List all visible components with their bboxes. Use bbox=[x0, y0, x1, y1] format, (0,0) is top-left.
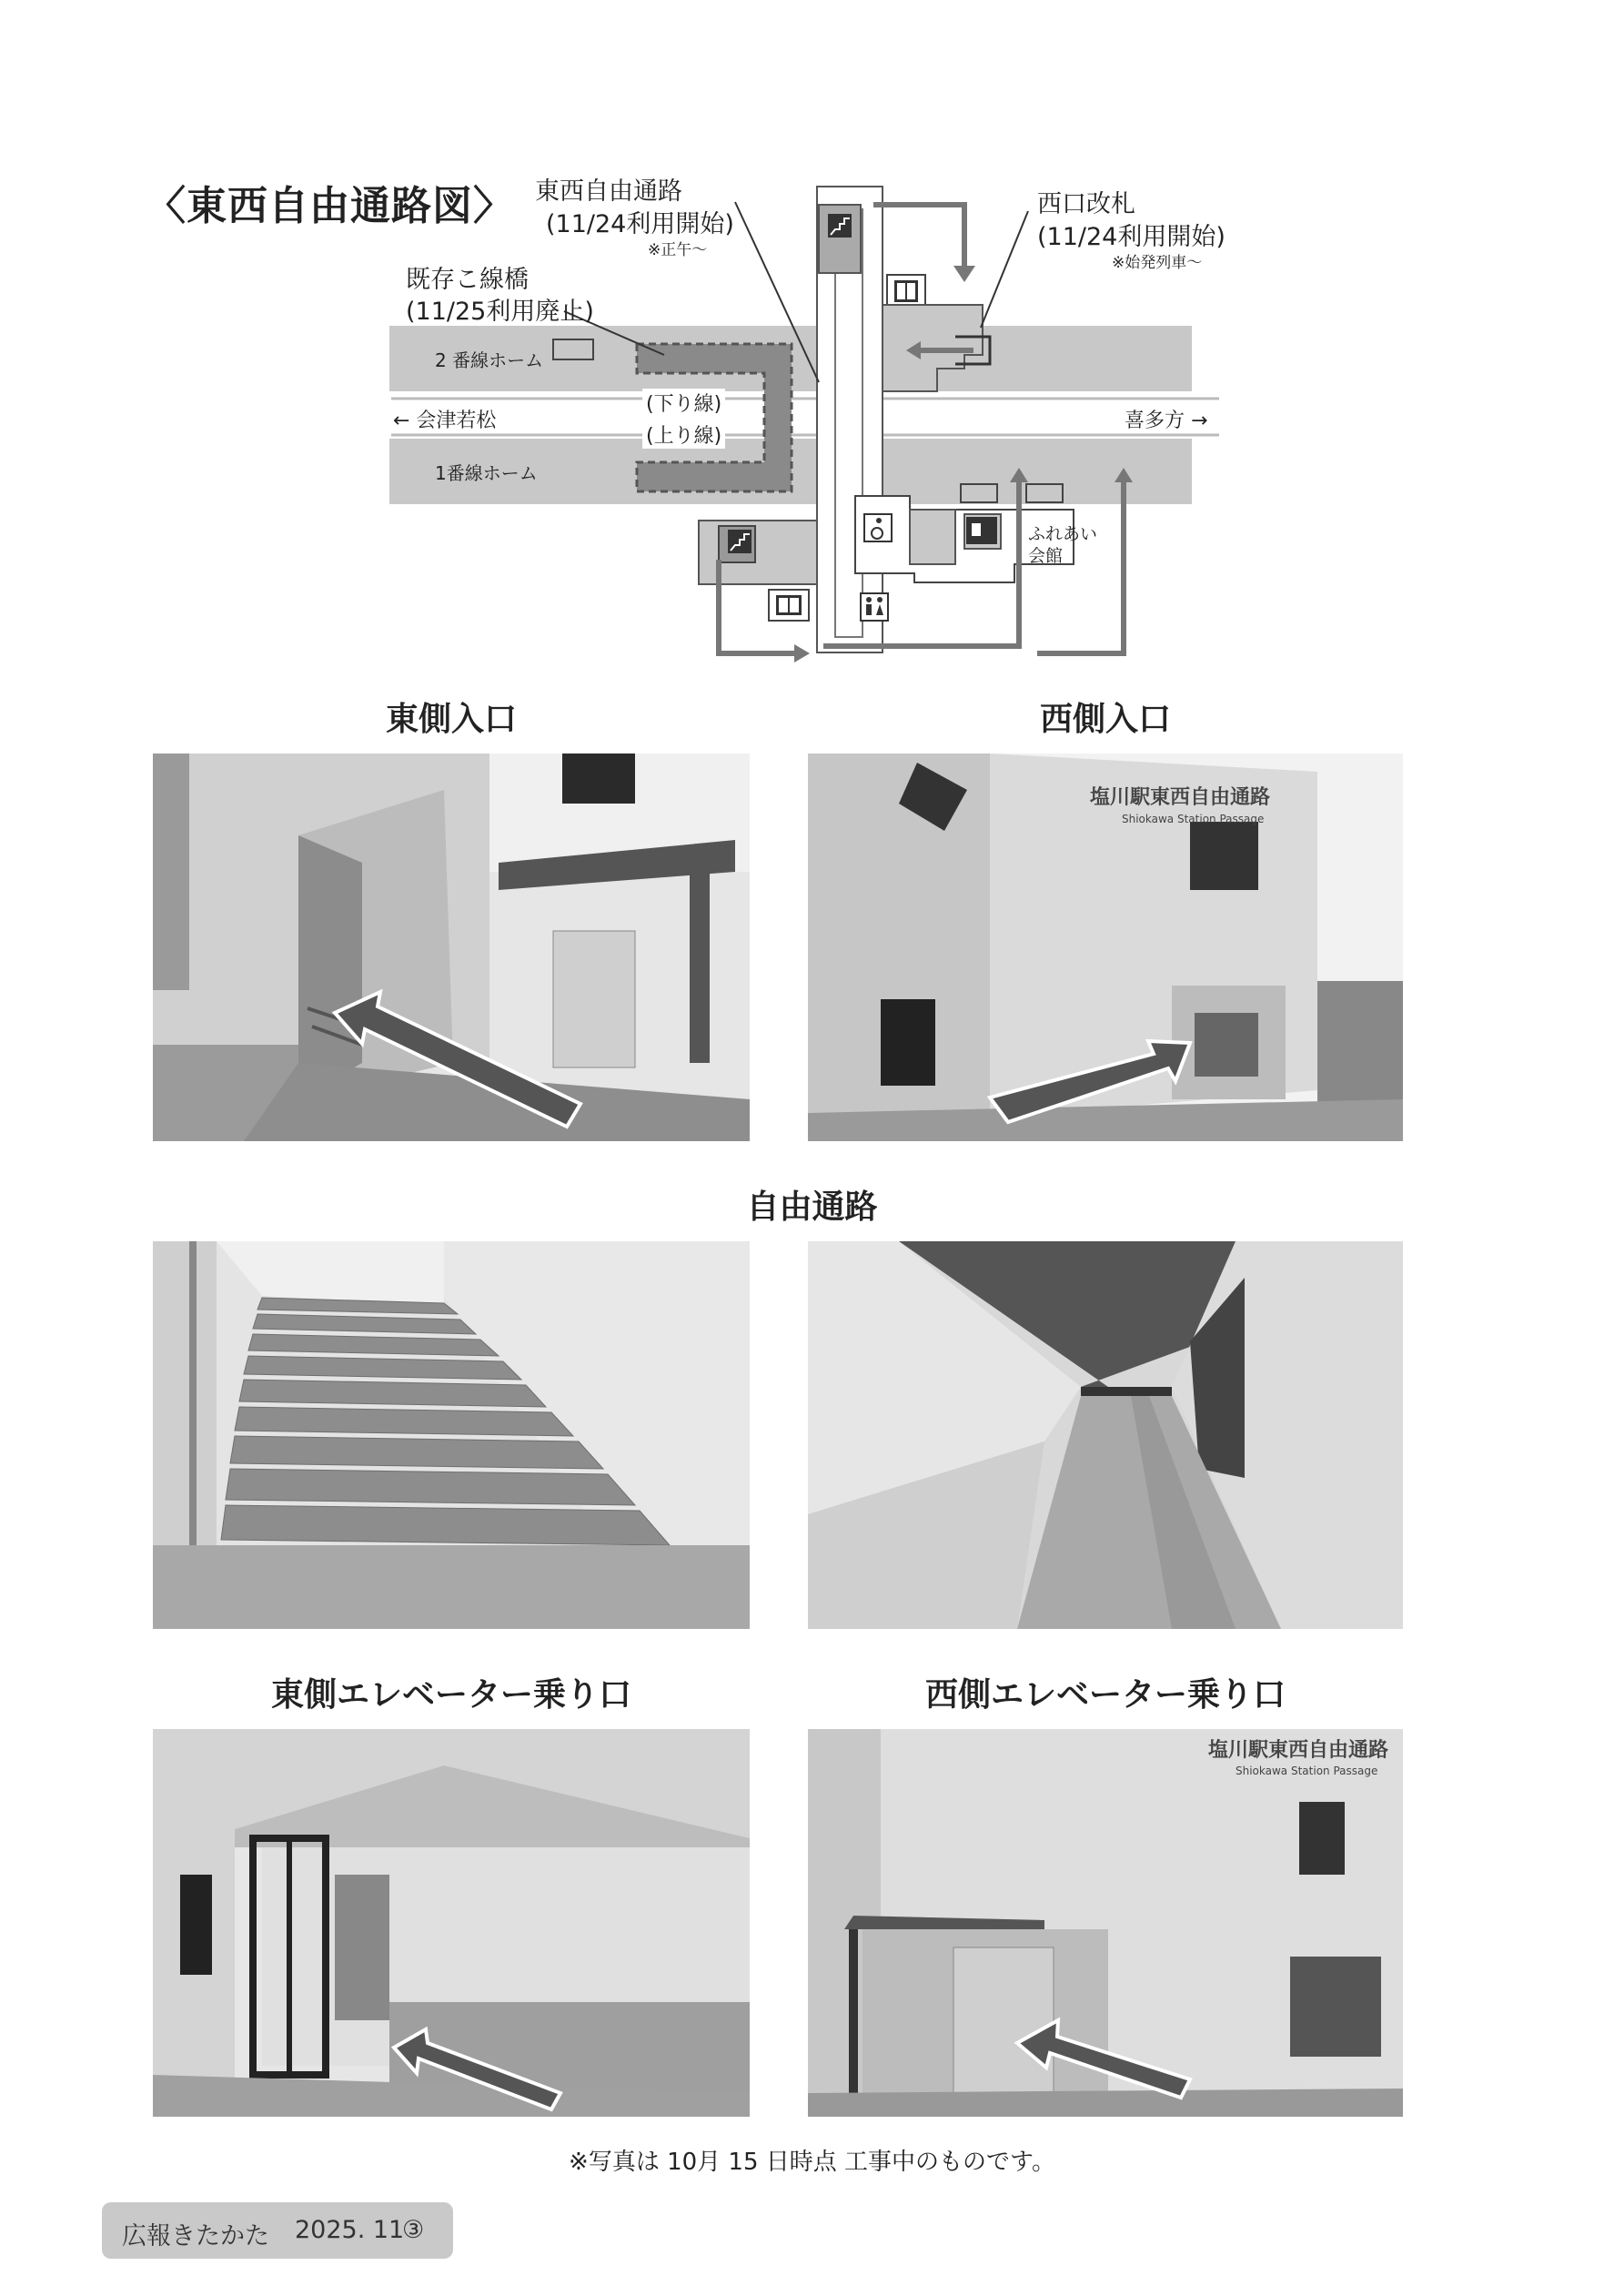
heading-west-entrance: 西側入口 bbox=[1039, 701, 1171, 738]
photo-free-passage-stairs bbox=[153, 1241, 750, 1629]
station-map bbox=[0, 0, 1624, 692]
hall-label-1: ふれあい bbox=[1028, 524, 1098, 544]
hall-label-2: 会館 bbox=[1028, 546, 1064, 566]
photo-east-elevator bbox=[153, 1729, 750, 2117]
heading-free-passage: 自由通路 bbox=[746, 1188, 878, 1226]
west-gate-label: 西口改札 bbox=[1037, 190, 1135, 218]
footer-tab bbox=[102, 2202, 453, 2259]
photo-west-elevator bbox=[808, 1729, 1403, 2117]
old-bridge bbox=[637, 344, 792, 491]
right-direction: 喜多方 → bbox=[1125, 410, 1208, 432]
down-line-label: (下り線) bbox=[642, 389, 725, 417]
restroom-icon bbox=[861, 593, 888, 621]
footer-issue: 2025. 11 bbox=[295, 2216, 405, 2244]
up-line-label: (上り線) bbox=[642, 420, 725, 449]
sign-passage-en: Shiokawa Station Passage bbox=[1122, 813, 1265, 825]
heading-east-entrance: 東側入口 bbox=[385, 701, 517, 738]
west-gate-date: (11/24利用開始) bbox=[1037, 223, 1226, 251]
passage-date: (11/24利用開始) bbox=[546, 210, 734, 238]
sign-elevator-en: Shiokawa Station Passage bbox=[1236, 1765, 1378, 1777]
old-bridge-date: (11/25利用廃止) bbox=[406, 298, 594, 326]
photo-east-entrance bbox=[153, 754, 750, 1141]
diagram-title: 〈東西自由通路図〉 bbox=[146, 183, 514, 229]
old-bridge-label: 既存こ線橋 bbox=[406, 266, 529, 294]
heading-west-elevator: 西側エレベーター乗り口 bbox=[924, 1676, 1286, 1714]
sign-elevator-jp: 塩川駅東西自由通路 bbox=[1208, 1739, 1389, 1762]
photo-caption: ※写真は 10月 15 日時点 工事中のものです。 bbox=[569, 2149, 1055, 2176]
passage-note: ※正午〜 bbox=[648, 241, 708, 259]
heading-east-elevator: 東側エレベーター乗り口 bbox=[270, 1676, 631, 1714]
photo-west-entrance bbox=[808, 754, 1403, 1141]
platform-2-label: 2 番線ホーム bbox=[435, 349, 544, 371]
sign-passage-jp: 塩川駅東西自由通路 bbox=[1090, 786, 1271, 809]
ticket-gate-icon bbox=[966, 517, 997, 544]
passage-label: 東西自由通路 bbox=[535, 177, 682, 206]
footer-publication: 広報きたかた bbox=[122, 2222, 269, 2250]
platform-1-label: 1番線ホーム bbox=[435, 462, 538, 484]
west-gate-note: ※始発列車〜 bbox=[1112, 254, 1203, 272]
photo-free-passage-corridor bbox=[808, 1241, 1403, 1629]
footer-page: ③ bbox=[402, 2216, 425, 2244]
left-direction: ← 会津若松 bbox=[393, 410, 497, 432]
